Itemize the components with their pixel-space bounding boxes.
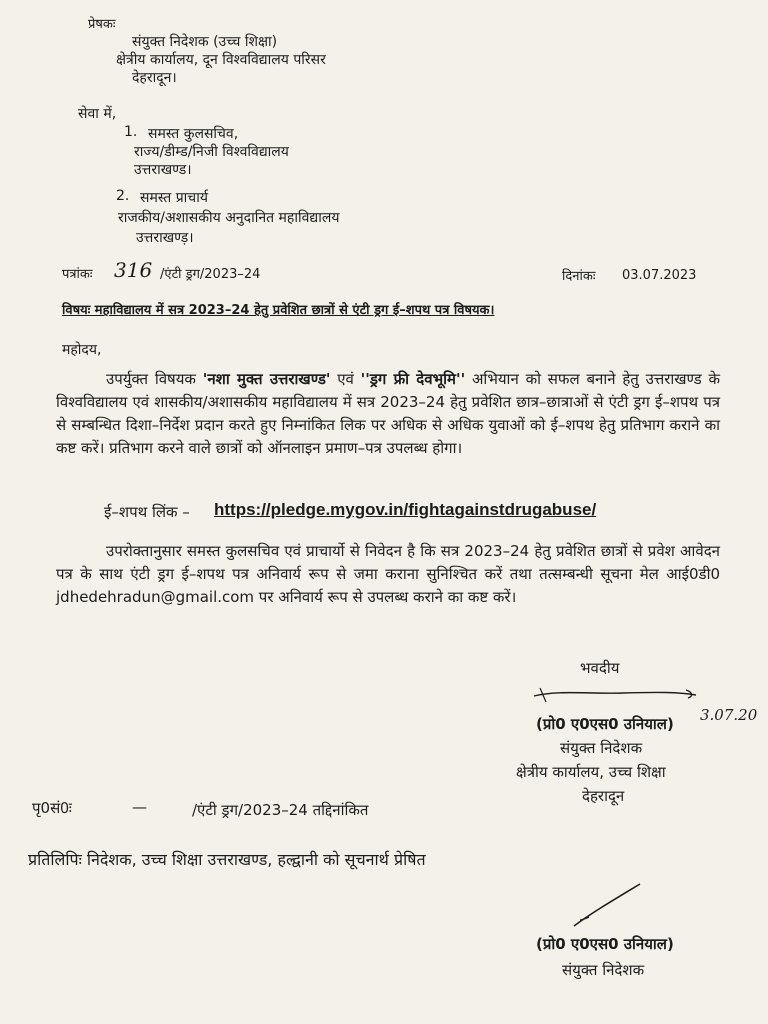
letter-date: 03.07.2023 (622, 268, 697, 283)
salutation: महोदय, (62, 342, 102, 358)
subject-line: विषयः महाविद्यालय में सत्र 2023–24 हेतु प्रवेशित छात्रों से एंटी ड्रग ई–शपथ पत्र विषयक। (62, 303, 495, 318)
endorsement-label: पृ0सं0ः (32, 799, 72, 817)
campaign-name-2: ''ड्रग फ्री देवभूमि'' (360, 370, 466, 388)
closing: भवदीय (580, 659, 620, 677)
recipient-2-number: 2. (116, 188, 130, 204)
pledge-link[interactable]: https://pledge.mygov.in/fightagainstdrugabuse/ (214, 500, 597, 519)
endorsement-signatory-name: (प्रो0 ए0एस0 उनियाल) (536, 935, 674, 953)
signature-date: 3.07.20 (700, 706, 758, 724)
reference-suffix: /एंटी ड्रग/2023–24 (160, 267, 261, 282)
sender-line-3: देहरादून। (132, 70, 177, 86)
campaign-name-1: 'नशा मुक्त उत्तराखण्ड' (202, 370, 331, 388)
date-label: दिनांकः (562, 269, 596, 284)
recipient-1-line-3: उत्तराखण्ड। (134, 162, 192, 178)
sender-line-1: संयुक्त निदेशक (उच्च शिक्षा) (132, 34, 278, 50)
recipient-1-number: 1. (124, 124, 138, 140)
reference-label: पत्रांकः (62, 267, 93, 282)
sender-line-2: क्षेत्रीय कार्यालय, दून विश्वविद्यालय परिसर (116, 52, 326, 68)
signatory-name: (प्रो0 ए0एस0 उनियाल) (536, 715, 674, 733)
recipients-label: सेवा में, (78, 106, 117, 122)
copy-to-line: प्रतिलिपिः निदेशक, उच्च शिक्षा उत्तराखण्ड, हल्द्वानी को सूचनार्थ प्रेषित (28, 850, 426, 869)
para1-pre: उपर्युक्त विषयक (106, 370, 203, 388)
para1-mid: एवं (330, 370, 361, 388)
body-paragraph-2: उपरोक्तानुसार समस्त कुलसचिव एवं प्राचार्यो से निवेदन है कि सत्र 2023–24 हेतु प्रवेशित छात्रों से प्रवेश आवेदन पत्र के साथ एंटी ड्रग ई–शपथ पत्र अनिवार्य रूप से जमा कराना सुनिश्चित करें तथा तत्सम्बन्धी सूचना मेल आई0डी0 jdhedehradun@gmail.com पर अनिवार्य रूप से उपलब्ध कराने का कष्ट करें। (56, 542, 720, 606)
endorsement-signatory-designation: संयुक्त निदेशक (562, 961, 645, 979)
sender-label: प्रेषकः (88, 17, 116, 32)
signature-icon (528, 680, 708, 710)
body-paragraph-1 (56, 368, 720, 460)
para1-post: अभियान को सफल बनाने हेतु उत्तराखण्ड के विश्वविद्यालय एवं शासकीय/अशासकीय महाविद्यालय में सत्र 2023–24 हेतु प्रवेशित छात्र–छात्राओं से एंटी ड्रग ई–शपथ पत्र से सम्बन्धित दिशा–निर्देश प्रदान करते हुए निम्नांकित लिक पर अधिक से अधिक युवाओं को ई–शपथ हेतु प्रतिभाग कराने का कष्ट करें। प्रतिभाग करने वाले छात्रों को ऑनलाइन प्रमाण–पत्र उपलब्ध होगा। (56, 370, 720, 457)
signature-icon-2 (570, 880, 660, 930)
signatory-city: देहरादून (582, 787, 625, 805)
endorsement-ref: /एंटी ड्रग/2023–24 तद्दिनांकित (192, 801, 369, 819)
recipient-2-line-1: समस्त प्राचार्य (140, 190, 208, 206)
signatory-designation: संयुक्त निदेशक (560, 739, 643, 757)
signatory-office: क्षेत्रीय कार्यालय, उच्च शिक्षा (516, 763, 666, 781)
reference-number: 316 (114, 258, 153, 282)
recipient-2-line-2: राजकीय/अशासकीय अनुदानित महाविद्यालय (118, 210, 340, 226)
pledge-link-label: ई–शपथ लिंक – (104, 503, 190, 521)
endorsement-dash: — (132, 798, 147, 816)
recipient-1-line-1: समस्त कुलसचिव, (148, 126, 239, 142)
recipient-1-line-2: राज्य/डीम्ड/निजी विश्वविद्यालय (134, 144, 289, 160)
recipient-2-line-3: उत्तराखण्ड़। (136, 230, 194, 246)
